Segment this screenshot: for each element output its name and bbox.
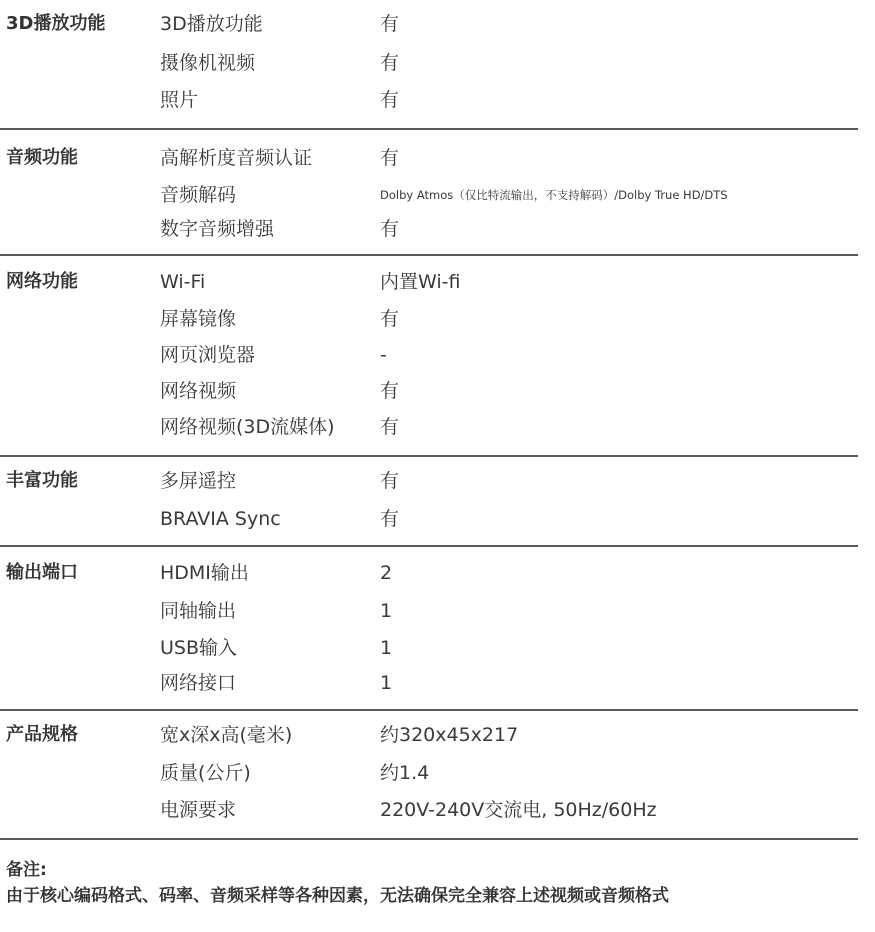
spec-row <box>0 177 875 213</box>
spec-row <box>0 211 875 247</box>
spec-row <box>0 665 875 701</box>
spec-key: 高解析度音频认证 <box>160 147 313 169</box>
section-category-specs: 产品规格 <box>6 724 78 745</box>
spec-value: 有 <box>380 89 400 111</box>
spec-row <box>0 45 875 81</box>
spec-key: 多屏遥控 <box>160 470 237 492</box>
spec-row <box>0 337 875 373</box>
spec-value: 有 <box>380 470 400 492</box>
spec-key: 电源要求 <box>160 799 237 821</box>
spec-key: USB输入 <box>160 637 238 659</box>
spec-row <box>0 593 875 629</box>
spec-value: 有 <box>380 147 400 169</box>
spec-row <box>0 264 875 300</box>
spec-value: 1 <box>380 600 393 622</box>
spec-row <box>0 463 875 499</box>
spec-row <box>0 555 875 591</box>
spec-value: 内置Wi-fi <box>380 271 461 293</box>
spec-key: 质量(公斤) <box>160 762 251 784</box>
section-category-ports: 输出端口 <box>6 562 78 583</box>
spec-key: 照片 <box>160 89 199 111</box>
section-divider <box>0 128 858 130</box>
section-category-audio: 音频功能 <box>6 147 78 168</box>
spec-value: 有 <box>380 380 400 402</box>
spec-key: 网络视频 <box>160 380 237 402</box>
spec-value: 有 <box>380 508 400 530</box>
spec-value: 约320x45x217 <box>380 724 519 746</box>
spec-key: Wi-Fi <box>160 271 206 293</box>
section-category-3d: 3D播放功能 <box>6 13 106 34</box>
spec-key: 摄像机视频 <box>160 52 256 74</box>
spec-row <box>0 373 875 409</box>
spec-value: 有 <box>380 13 400 35</box>
spec-row <box>0 140 875 176</box>
spec-key: 网络接口 <box>160 672 237 694</box>
spec-value: 有 <box>380 308 400 330</box>
spec-key: HDMI输出 <box>160 562 249 584</box>
spec-value: 1 <box>380 672 393 694</box>
spec-key: 屏幕镜像 <box>160 308 237 330</box>
spec-row <box>0 301 875 337</box>
spec-value: 1 <box>380 637 393 659</box>
spec-key: 数字音频增强 <box>160 218 275 240</box>
section-divider <box>0 838 858 840</box>
spec-value: Dolby Atmos（仅比特流输出，不支持解码）/Dolby True HD/DTS <box>380 188 728 202</box>
section-category-features: 丰富功能 <box>6 470 78 491</box>
section-divider <box>0 455 858 457</box>
notes-text: 由于核心编码格式、码率、音频采样等各种因素，无法确保完全兼容上述视频或音频格式 <box>6 886 669 906</box>
spec-row <box>0 755 875 791</box>
spec-row <box>0 409 875 445</box>
section-divider <box>0 545 858 547</box>
spec-row <box>0 6 875 42</box>
spec-row <box>0 792 875 828</box>
spec-value: 约1.4 <box>380 762 430 784</box>
spec-row <box>0 82 875 118</box>
spec-value: 220V-240V交流电, 50Hz/60Hz <box>380 799 657 821</box>
notes-title: 备注: <box>6 860 47 880</box>
section-divider <box>0 254 858 256</box>
spec-row <box>0 717 875 753</box>
section-divider <box>0 709 858 711</box>
spec-value: 有 <box>380 218 400 240</box>
spec-key: 网络视频(3D流媒体) <box>160 416 335 438</box>
section-category-network: 网络功能 <box>6 271 78 292</box>
spec-key: 同轴输出 <box>160 600 237 622</box>
spec-row <box>0 501 875 537</box>
spec-key: 网页浏览器 <box>160 344 256 366</box>
spec-value: 2 <box>380 562 393 584</box>
spec-value: 有 <box>380 416 400 438</box>
spec-value: 有 <box>380 52 400 74</box>
spec-key: 宽x深x高(毫米) <box>160 724 293 746</box>
spec-value: - <box>380 344 387 366</box>
spec-key: BRAVIA Sync <box>160 508 281 530</box>
spec-key: 音频解码 <box>160 184 237 206</box>
spec-row <box>0 630 875 666</box>
spec-key: 3D播放功能 <box>160 13 263 35</box>
